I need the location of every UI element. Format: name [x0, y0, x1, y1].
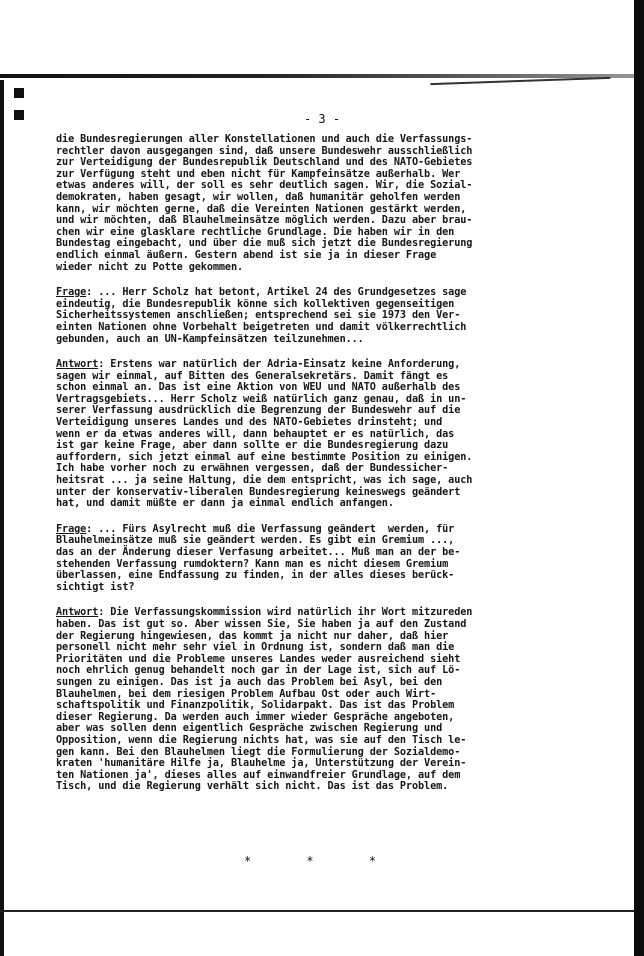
text-line — [56, 665, 556, 677]
text-line — [56, 429, 556, 441]
page-number: - 3 - — [303, 112, 341, 126]
line-text: ten Nationen ja', dieses alles auf einwandfreier Grundlage, auf dem — [56, 769, 461, 781]
text-line — [56, 180, 556, 192]
text-line — [56, 619, 556, 631]
paragraph — [56, 287, 556, 345]
text-line — [56, 781, 556, 793]
text-line — [56, 700, 556, 712]
text-line — [56, 371, 556, 383]
line-text: : ... Herr Scholz hat betont, Artikel 24 des Grundgesetzes sage — [86, 287, 467, 299]
text-line — [56, 487, 556, 499]
line-text: stehenden Verfassung rumdoktern? Kann man es nicht diesem Gremium — [56, 558, 449, 570]
line-text: Ich habe vorher noch zu erwähnen vergessen, daß der Bundessicher- — [56, 463, 449, 475]
line-text: personell nicht mehr sehr viel in Ordnung ist, sondern daß man die — [56, 642, 455, 654]
text-line — [56, 405, 556, 417]
text-line — [56, 215, 556, 227]
left-scan-edge — [0, 80, 4, 956]
text-line — [56, 712, 556, 724]
line-text: sagen wir einmal, auf Bitten des Generalsekretärs. Damit fängt es — [56, 370, 449, 382]
line-text: unter der konservativ-liberalen Bundesregierung keineswegs geändert — [56, 486, 461, 498]
text-line — [56, 238, 556, 250]
text-line — [56, 299, 556, 311]
paragraph — [56, 607, 556, 793]
line-text: hat, und damit müßte er dann ja einmal endlich anfangen. — [56, 498, 394, 510]
line-text: überlassen, eine Endfassung zu finden, in der alles dieses berück- — [56, 570, 455, 582]
text-line — [56, 440, 556, 452]
line-text: eindeutig, die Bundesrepublik könne sich kollektiven gegenseitigen — [56, 298, 455, 310]
line-text: kraten 'humanitäre Hilfe ja, Blauhelme ja, Unterstützung der Verein- — [56, 758, 467, 770]
text-line — [56, 382, 556, 394]
text-line — [56, 287, 556, 299]
line-text: gen kann. Bei den Blauhelmen liegt die Formulierung der Sozialdemo- — [56, 746, 461, 758]
text-line — [56, 262, 556, 274]
text-line — [56, 559, 556, 571]
line-text: zur Verteidigung der Bundesrepublik Deutschland und des NATO-Gebietes — [56, 157, 473, 169]
text-line — [56, 452, 556, 464]
line-text: Sicherheitssystemen anschließen; entsprechend sei sie 1973 den Ver- — [56, 310, 461, 322]
text-line — [56, 157, 556, 169]
line-text: Verteidigung unseres Landes und des NATO-Gebietes drinsteht; und — [56, 417, 443, 429]
line-text: die Bundesregierungen aller Konstellationen und auch die Verfassungs- — [56, 134, 473, 145]
text-line — [56, 204, 556, 216]
text-line — [56, 322, 556, 334]
line-text: : Erstens war natürlich der Adria-Einsatz keine Anforderung, — [98, 359, 461, 371]
text-line — [56, 192, 556, 204]
line-text: Tisch, und die Regierung verhält sich nicht. Das ist das Problem. — [56, 781, 449, 793]
line-text: endlich einmal äußern. Gestern abend ist sie ja in dieser Frage — [56, 249, 437, 261]
paragraph — [56, 134, 556, 273]
text-line — [56, 535, 556, 547]
text-line — [56, 735, 556, 747]
line-text: Blauhelmen, bei dem riesigen Problem Aufbau Ost oder auch Wirt- — [56, 688, 437, 700]
line-text: sichtigt ist? — [56, 581, 135, 593]
line-text: aber was sollen denn eigentlich Gespräche zwischen Regierung und — [56, 723, 443, 735]
text-line — [56, 758, 556, 770]
text-line — [56, 250, 556, 262]
text-line — [56, 654, 556, 666]
text-line — [56, 310, 556, 322]
text-line — [56, 677, 556, 689]
line-text: Bundestag eingebacht, und über die muß sich jetzt die Bundesregierung — [56, 238, 473, 250]
line-text: Opposition, wenn die Regierung nichts hat, was sie auf den Tisch le- — [56, 734, 467, 746]
document-body — [56, 134, 556, 807]
text-line — [56, 723, 556, 735]
line-text: einten Nationen ohne Vorbehalt beigetreten und damit völkerrechtlich — [56, 321, 467, 333]
line-text: schaftspolitik und Finanzpolitik, Solidarpakt. Das ist das Problem — [56, 700, 455, 712]
text-line — [56, 498, 556, 510]
line-text: haben. Das ist gut so. Aber wissen Sie, Sie haben ja auf den Zustand — [56, 618, 467, 630]
text-line — [56, 570, 556, 582]
line-text: und wir möchten, daß Blauhelmeinsätze möglich werden. Dazu aber brau- — [56, 215, 473, 227]
line-text: das an der Änderung dieser Verfasung arbeitet... Muß man an der be- — [56, 547, 461, 558]
line-text: gebunden, auch an UN-Kampfeinsätzen teilzunehmen... — [56, 333, 364, 345]
text-line — [56, 359, 556, 371]
text-line — [56, 146, 556, 158]
line-text: Vertragsgebiets... Herr Scholz weiß natürlich ganz genau, daß in un- — [56, 393, 467, 405]
line-text: ist gar keine Frage, aber dann sollte er die Bundesregierung dazu — [56, 440, 449, 452]
line-text: wenn er da etwas anderes will, dann behauptet er es natürlich, das — [56, 428, 455, 440]
line-text: Prioritäten und die Probleme unseres Landes weder ausreichend sieht — [56, 653, 461, 665]
paragraph — [56, 359, 556, 510]
line-text: noch ehrlich genug behandelt noch gar in der Lage ist, sich auf Lö- — [56, 665, 461, 677]
text-line — [56, 524, 556, 536]
speaker-label: Frage — [56, 287, 87, 299]
text-line — [56, 169, 556, 181]
paragraph — [56, 524, 556, 594]
text-line — [56, 227, 556, 239]
text-line — [56, 463, 556, 475]
line-text: schon einmal an. Das ist eine Aktion von WEU und NATO außerhalb des — [56, 382, 461, 394]
text-line — [56, 547, 556, 559]
line-text: : Die Verfassungskommission wird natürlich ihr Wort mitzureden — [98, 607, 473, 619]
line-text: kann, wir möchten gerne, daß die Vereinten Nationen gestärkt werden, — [56, 203, 467, 215]
text-line — [56, 475, 556, 487]
speaker-label: Antwort — [56, 607, 99, 619]
line-text: chen wir eine glasklare rechtliche Grundlage. Die haben wir in den — [56, 226, 455, 238]
line-text: heitsrat ... ja seine Haltung, die dem entspricht, was ich sage, auch — [56, 475, 473, 487]
text-line — [56, 631, 556, 643]
text-line — [56, 582, 556, 594]
line-text: demokraten, haben gesagt, wir wollen, daß humanitär geholfen werden — [56, 191, 461, 203]
text-line — [56, 334, 556, 346]
speaker-label: Frage — [56, 523, 87, 535]
right-scan-edge — [634, 0, 644, 956]
line-text: serer Verfassung ausdrücklich die Begrenzung der Bundeswehr auf die — [56, 405, 461, 417]
bottom-scan-line — [0, 910, 634, 912]
line-text: dieser Regierung. Da werden auch immer wieder Gespräche angeboten, — [56, 711, 455, 723]
text-line — [56, 642, 556, 654]
line-text: auffordern, sich jetzt einmal auf eine bestimmte Position zu einigen. — [56, 451, 473, 463]
footer-stars: * * * — [243, 854, 401, 868]
line-text: der Regierung hingewiesen, das kommt ja nicht nur daher, daß hier — [56, 630, 449, 642]
binder-hole-mark — [14, 88, 24, 98]
text-line — [56, 770, 556, 782]
text-line — [56, 689, 556, 701]
line-text: : ... Fürs Asylrecht muß die Verfassung geändert werden, für — [86, 523, 455, 535]
line-text: etwas anderes will, der soll es sehr deutlich sagen. Wir, die Sozial- — [56, 180, 473, 192]
text-line — [56, 747, 556, 759]
line-text: sungen zu einigen. Das ist ja auch das Problem bei Asyl, bei den — [56, 676, 443, 688]
text-line — [56, 607, 556, 619]
text-line — [56, 417, 556, 429]
line-text: rechtler davon ausgegangen sind, daß unsere Bundeswehr ausschließlich — [56, 145, 473, 157]
line-text: wieder nicht zu Potte gekommen. — [56, 261, 244, 273]
line-text: zur Verfügung steht und eben nicht für Kampfeinsätze außerhalb. Wer — [56, 168, 461, 180]
line-text: Blauhelmeinsätze muß sie geändert werden. Es gibt ein Gremium ..., — [56, 535, 455, 547]
speaker-label: Antwort — [56, 359, 99, 371]
text-line — [56, 134, 556, 146]
text-line — [56, 394, 556, 406]
